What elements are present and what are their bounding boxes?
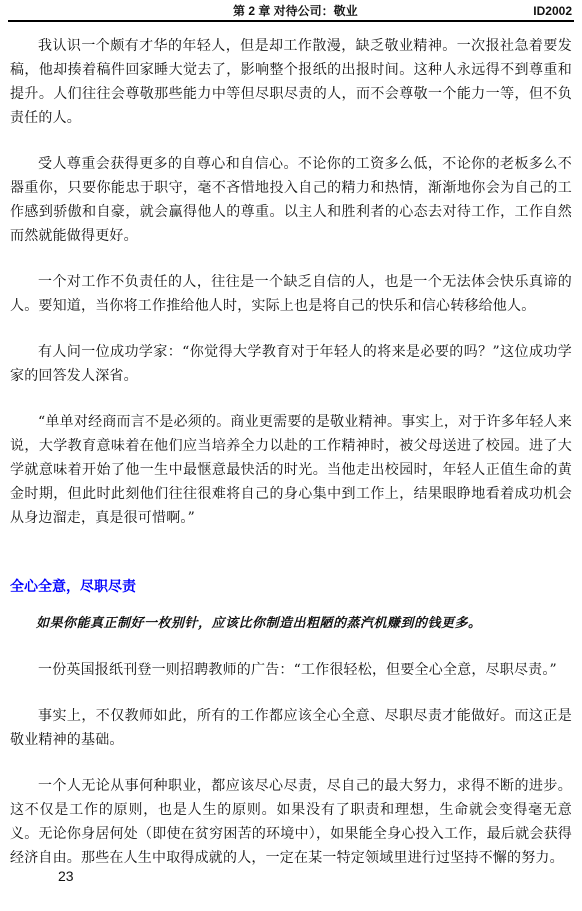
section-quote: 如果你能真正制好一枚别针，应该比你制造出粗陋的蒸汽机赚到的钱更多。 <box>36 616 482 631</box>
paragraph: 一份英国报纸刊登一则招聘教师的广告：“工作很轻松，但要全心全意，尽职尽责。” <box>38 662 557 678</box>
paragraph: 受人尊重会获得更多的自尊心和自信心。不论你的工资多么低，不论你的老板多么不器重你，只要你能忠于职守，毫不吝惜地投入自己的精力和热情，渐渐地你会为自己的工作感到骄傲和自豪，就会赢得他人的尊重。以主人和胜利者的心态去对待工作，工作自然而然就能做得更好。 <box>10 156 572 244</box>
page-header <box>8 2 574 22</box>
paragraph: 事实上，不仅教师如此，所有的工作都应该全心全意、尽职尽责才能做好。而这正是敬业精神的基础。 <box>10 708 572 748</box>
section-heading: 全心全意，尽职尽责 <box>10 578 136 594</box>
chapter-title: 第 2 章 对待公司：敬业 <box>233 4 358 18</box>
page-number: 23 <box>58 868 74 884</box>
paragraph: 一个对工作不负责任的人，往往是一个缺乏自信的人，也是一个无法体会快乐真谛的人。要知道，当你将工作推给他人时，实际上也是将自己的快乐和信心转移给他人。 <box>10 274 572 314</box>
quoted-paragraph: “单单对经商而言不是必须的。商业更需要的是敬业精神。事实上，对于许多年轻人来说，大学教育意味着在他们应当培养全力以赴的工作精神时，被父母送进了校园。进了大学就意味着开始了他一生中最惬意最快活的时光。当他走出校园时，年轻人正值生命的黄金时期，但此时此刻他们往往很难将自己的身心集中到工作上，结果眼睁地看着成功机会从身边溜走，真是很可惜啊。” <box>10 414 572 526</box>
paragraph: 一个人无论从事何种职业，都应该尽心尽责，尽自己的最大努力，求得不断的进步。这不仅是工作的原则，也是人生的原则。如果没有了职责和理想，生命就会变得毫无意义。无论你身居何处（即使在贫穷困苦的环境中），如果能全身心投入工作，最后就会获得经济自由。那些在人生中取得成就的人，一定在某一特定领域里进行过坚持不懈的努力。 <box>10 778 572 866</box>
paragraph: 有人问一位成功学家：“你觉得大学教育对于年轻人的将来是必要的吗？”这位成功学家的回答发人深省。 <box>10 344 572 384</box>
document-code: ID2002 <box>533 4 572 18</box>
paragraph: 我认识一个颇有才华的年轻人，但是却工作散漫，缺乏敬业精神。一次报社急着要发稿，他却揍着稿件回家睡大觉去了，影响整个报纸的出报时间。这种人永远得不到尊重和提升。人们往往会尊敬那些能力中等但尽职尽责的人，而不会尊敬一个能力一等，但不负责任的人。 <box>10 38 572 126</box>
page-content <box>10 34 572 892</box>
